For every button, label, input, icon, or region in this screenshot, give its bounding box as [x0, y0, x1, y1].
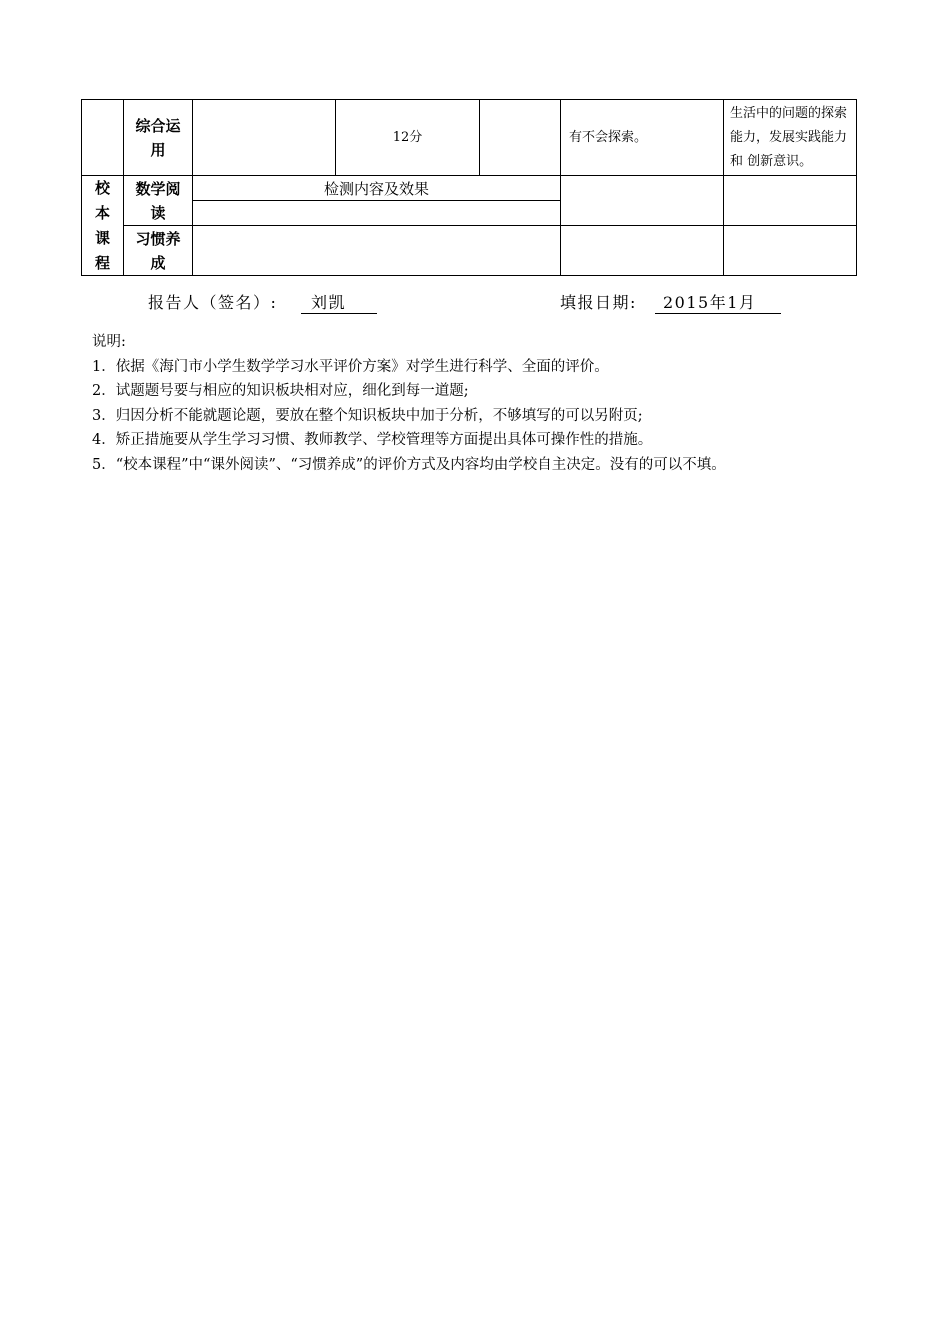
date-label: 填报日期: — [560, 293, 637, 312]
instruction-item: 2．试题题号要与相应的知识板块相对应，细化到每一道题; — [92, 383, 469, 399]
reading-content-cell: 检测内容及效果 — [323, 179, 429, 198]
instructions — [92, 330, 726, 477]
table-row-divider — [192, 200, 560, 201]
reporter-signature — [301, 290, 377, 314]
reporter-label: 报告人（签名）: — [148, 293, 278, 312]
instruction-item: 1．依据《海门市小学生数学学习水平评价方案》对学生进行科学、全面的评价。 — [92, 358, 609, 375]
assessment-table — [81, 99, 857, 276]
math-reading-label: 数学阅读 — [135, 179, 181, 222]
analysis-cell: 有不会探索。 — [569, 129, 648, 145]
category-cell: 综合运用 — [135, 116, 181, 159]
school-course-label: 校本课程 — [94, 178, 110, 272]
table-row-divider — [123, 225, 856, 226]
habit-label: 习惯养成 — [135, 229, 181, 272]
instruction-item: 3．归因分析不能就题论题，要放在整个知识板块中加于分析，不够填写的可以另附页; — [92, 407, 643, 424]
score-cell: 12分 — [392, 129, 423, 145]
reporter-name: 刘凯 — [311, 293, 347, 312]
instruction-item: 5．“校本课程”中“课外阅读”、“习惯养成”的评价方式及内容均由学校自主决定。没有的可以不填。 — [92, 456, 726, 473]
report-date-field — [655, 290, 781, 314]
instruction-item: 4．矫正措施要从学生学习习惯、教师教学、学校管理等方面提出具体可操作性的措施。 — [92, 432, 653, 448]
report-date: 2015年1月 — [663, 293, 757, 312]
instructions-title: 说明: — [92, 334, 126, 350]
measure-cell: 生活中的问题的探索能力，发展实践能力和 创新意识。 — [730, 105, 848, 169]
report-footer — [0, 290, 950, 314]
table-col-divider — [479, 100, 480, 175]
